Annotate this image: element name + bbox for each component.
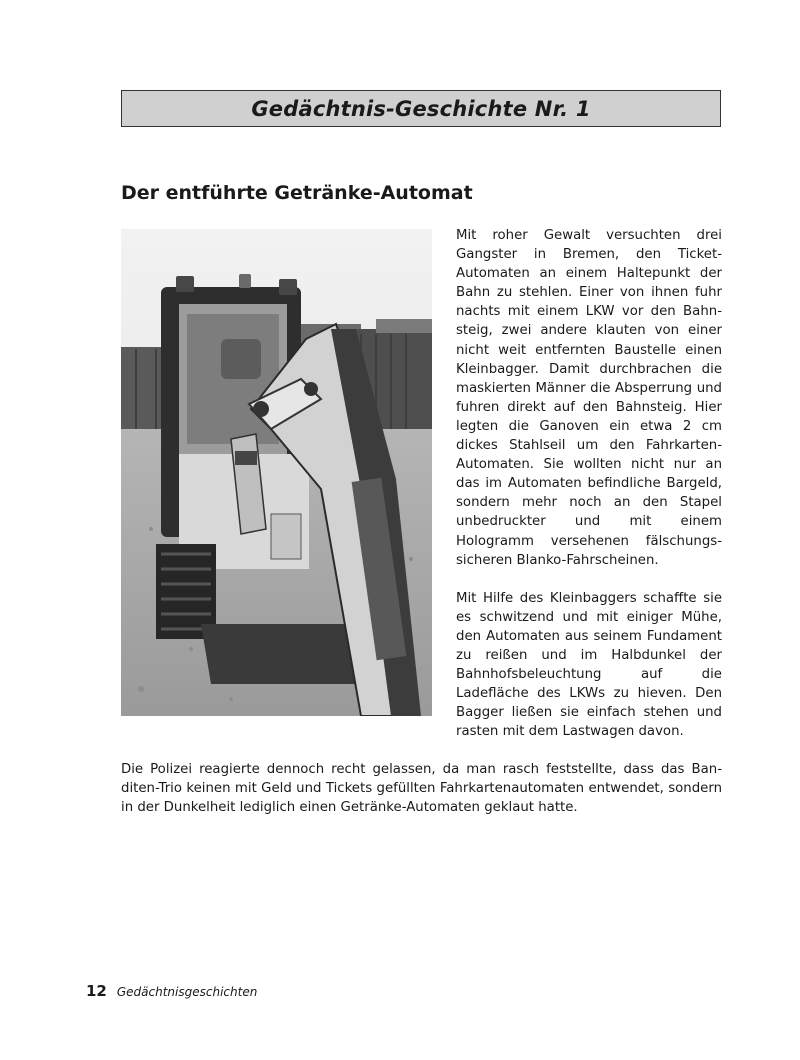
excavator-photo [121, 229, 432, 716]
footer-section-label: Gedächtnisgeschichten [116, 985, 258, 999]
story-paragraph-3: Die Polizei reagierte dennoch recht gelassen, da man rasch feststellte, dass das Banditen-Trio keinen mit Geld und Tickets gefüllten Fahrkartenautomaten entwendet, sondern in der Dunkelheit lediglich einen Getränke-Automaten geklaut hatte. [121, 762, 722, 816]
story-column [456, 226, 722, 760]
page-title: Gedächtnis-Geschichte Nr. 1 [251, 96, 591, 121]
page-number: 12 [86, 982, 107, 1000]
title-box [121, 90, 721, 127]
story-heading: Der entführte Getränke-Automat [121, 182, 473, 204]
story-paragraph-2: Mit Hilfe des Kleinbaggers schaffte sie es schwitzend und mit einiger Mühe, den Automaten aus seinem Fundament zu reißen und im Halbdunkel der Bahnhofsbeleuchtung auf die Ladefläche des LKWs zu hieven. Den Bagger ließen sie einfach stehen und rasten mit dem Lastwagen davon. [456, 590, 722, 740]
story-paragraph-1: Mit roher Gewalt versuchten drei Gangster in Bremen, den Ticket-Automaten an einem Haltepunkt der Bahn zu stehlen. Einer von ihnen fuhr nachts mit einem LKW vor den Bahnsteig, zwei andere klauten von einer nicht weit entfernten Baustelle einen Kleinbagger. Damit durchbrachen die maskierten Männer die Absperrung und fuhren direkt auf den Bahnsteig. Hier legten die Ganoven ein etwa 2 cm dickes Stahlseil um den Fahrkarten-Automaten. Sie wollten nicht nur an das im Automaten befindliche Bargeld, sondern mehr noch an den Stapel unbedruckter und mit einem Hologramm versehenen fälschungssicheren Blanko-Fahrscheinen. [456, 228, 722, 568]
story-conclusion [121, 760, 722, 817]
page-footer [86, 982, 257, 1000]
